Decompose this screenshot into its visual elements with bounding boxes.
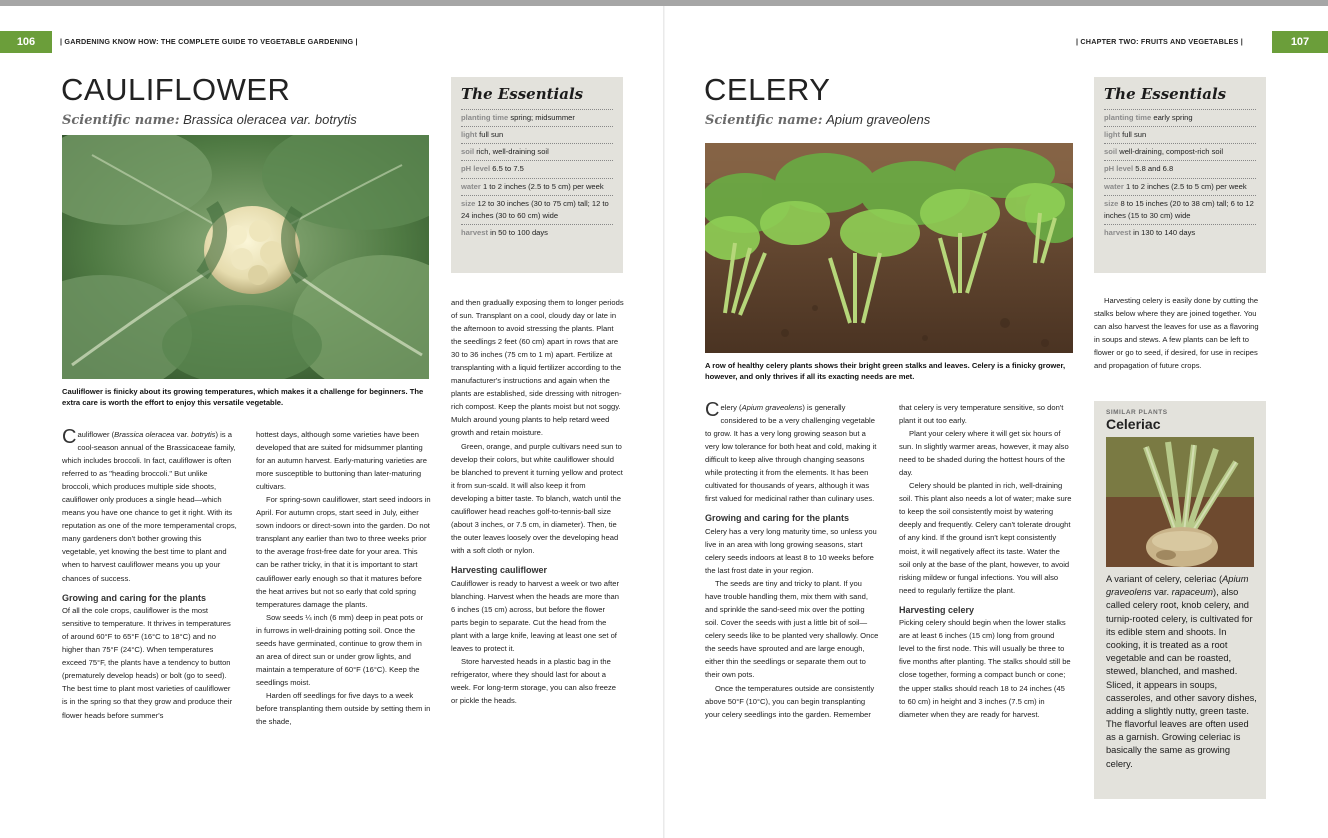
essential-value: well-draining, compost-rich soil — [1117, 147, 1224, 157]
body-paragraph: Store harvested heads in a plastic bag in the refrigerator, where they should last for about a week. For long-term storage, you can also freeze or pickle the heads. — [451, 656, 617, 705]
celery-scientific-name — [705, 112, 930, 128]
page-gutter — [663, 6, 665, 838]
essential-value: in 50 to 100 days — [488, 227, 548, 237]
right-running-head: | CHAPTER TWO: FRUITS AND VEGETABLES | — [1076, 37, 1243, 46]
body-paragraph: Harvesting celery is easily done by cutting the stalks below where they are joined together. You can also harvest the leaves for use as a flavoring in soups and stews. A few plants can be left to flower or go to seed, if desired, for use in recipes and propagation of future crops. — [1094, 296, 1259, 371]
body-paragraph: Green, orange, and purple cultivars need sun to develop their colors, but white cauliflower should be blanched to prevent it turning yellow and protect it from sun-scald. It will also keep it from developing a bitter taste. To blanch, watch until the cauliflower head reaches golf-to-tennis-ball size (about 3 inches, or 7.5 cm, in diameter). Then, tie the outer leaves loosely over the developing head with a soft cloth or nylon. — [451, 441, 623, 555]
essential-key: planting time — [1104, 113, 1152, 122]
celery-col-1 — [705, 401, 880, 721]
section-heading: Harvesting cauliflower — [451, 564, 548, 575]
body-paragraph: Sow seeds ¼ inch (6 mm) deep in peat pots or in furrows in well-draining potting soil. Once the seeds have germinated, continue to grow them in an area of direct sun or under grow lights, and maintain a temperature of 60°F (16°C). Keep the seedlings moist. — [256, 612, 424, 687]
essential-row — [461, 109, 613, 126]
text: auliflower ( — [77, 430, 115, 439]
left-running-head: | GARDENING KNOW HOW: THE COMPLETE GUIDE TO VEGETABLE GARDENING | — [60, 37, 358, 46]
essential-row — [1104, 126, 1256, 143]
text: ), also called celery root, knob celery, and turnip-rooted celery, is cultivated for its edible stem and shoots. In cooking, it is treated as a root vegetable and can be roasted, stewed, blanched, and mashed. Sliced, it appears in soups, casseroles, and other savory dishes, adding a slightly nutty, green taste. The flavorful leaves are often used as a garnish. Growing celeriac is basically the same as growing celery. — [1106, 587, 1257, 769]
body-paragraph: For spring-sown cauliflower, start seed indoors in April. For autumn crops, start seed in July, either sown indoors or direct-sown into the garden. Do not transplant any earlier than two to three weeks prior to the average frost-free date for your area. This can be rather tricky, in that it is important to start cauliflower early enough so that it matures before the heat arrives but not so early that cold spring temperatures damage the plants. — [256, 495, 431, 609]
body-paragraph: that celery is very temperature sensitive, so don't plant it out too early. — [899, 403, 1064, 426]
body-paragraph: hottest days, although some varieties have been developed that are suited for midsummer planting for an autumn harvest. Early-maturing varieties are more susceptible to buttoning than later-maturing cultivars. — [256, 430, 427, 492]
essential-row — [461, 224, 613, 241]
italic-text: botrytis — [191, 430, 216, 439]
celeriac-photo — [1106, 437, 1254, 567]
section-heading: Harvesting celery — [899, 604, 975, 615]
essential-value: 5.8 and 6.8 — [1133, 164, 1174, 174]
essential-key: water — [1104, 181, 1124, 191]
essential-row — [1104, 224, 1256, 241]
essential-value: full sun — [1120, 130, 1147, 140]
essential-row — [1104, 143, 1256, 160]
drop-cap: C — [705, 399, 720, 421]
essential-value: early spring — [1151, 113, 1193, 122]
italic-text: Apium graveolens — [741, 403, 803, 412]
essential-key: pH level — [1104, 164, 1134, 174]
essential-key: light — [1104, 130, 1121, 140]
essential-row — [1104, 160, 1256, 177]
text: var. — [1151, 587, 1172, 598]
essential-value: full sun — [477, 130, 504, 140]
essential-value: 1 to 2 inches (2.5 to 5 cm) per week — [1123, 181, 1247, 191]
essential-value: 8 to 15 inches (20 to 38 cm) tall; 6 to 12 inches (15 to 30 cm) wide — [1104, 198, 1254, 220]
similar-plants-box — [1094, 401, 1266, 799]
body-paragraph: Picking celery should begin when the lower stalks are at least 6 inches (15 cm) long from ground level to the first node. This will usually be three to five months after planting. The stalks should still be close together, forming a compact bunch or cone; the upper stalks should reach 18 to 24 inches (45 to 60 cm) in height and 3 inches (7.5 cm) in diameter when they are ready for harvest. — [899, 618, 1071, 719]
body-paragraph: Of all the cole crops, cauliflower is the most sensitive to temperature. It thrives in temperatures of around 60°F to 65°F (16°C to 18°C) and no higher than 75°F (24°C). When temperatures exceed 75°F, the plants have a tendency to button (prematurely develop heads) or bolt (go to seed). The best time to plant most varieties of cauliflower is in the spring so that they grow and produce their flower heads before summer's — [62, 606, 233, 720]
body-paragraph: The seeds are tiny and tricky to plant. If you have trouble handling them, mix them with sand, and sprinkle the sand-seed mix over the potting soil. Cover the seeds with just a little bit of soil—celery seeds like to be planted very shallowly. Once the seeds have sprouted and are large enough, either thin the seedlings or separate them out to their own pots. — [705, 579, 879, 680]
cauliflower-col-3 — [451, 296, 624, 707]
essential-row — [461, 143, 613, 160]
essential-value: rich, well-draining soil — [474, 147, 549, 157]
essential-row — [461, 126, 613, 143]
essential-value: in 130 to 140 days — [1131, 227, 1196, 237]
celery-col-3 — [1094, 294, 1266, 372]
essential-value: spring; midsummer — [508, 113, 575, 122]
intro-paragraph — [62, 428, 237, 585]
cauliflower-title: CAULIFLOWER — [61, 72, 291, 107]
section-heading: Growing and caring for the plants — [705, 513, 850, 524]
italic-text: rapaceum — [1171, 587, 1213, 598]
essential-key: soil — [461, 147, 475, 157]
essential-key: planting time — [461, 113, 509, 122]
celery-caption: A row of healthy celery plants shows their bright green stalks and leaves. Celery is a finicky grower, however, and only thrives if all its exacting needs are met. — [705, 361, 1066, 381]
essential-value: 1 to 2 inches (2.5 to 5 cm) per week — [480, 181, 604, 191]
text: A variant of celery, celeriac ( — [1106, 574, 1223, 584]
essential-key: light — [461, 130, 478, 140]
scientific-value: Brassica oleracea var. botrytis — [183, 112, 357, 127]
similar-plants-label: SIMILAR PLANTS — [1106, 409, 1168, 416]
similar-plant-name: Celeriac — [1106, 416, 1161, 432]
celery-title: CELERY — [704, 72, 831, 107]
italic-text: Apium graveolens — [1106, 574, 1249, 598]
italic-text: Brassica oleracea — [114, 430, 175, 439]
cauliflower-photo — [62, 135, 429, 379]
essential-key: harvest — [1104, 227, 1132, 237]
essentials-title: The Essentials — [1104, 85, 1227, 103]
body-paragraph: Celery should be planted in rich, well-draining soil. This plant also needs a lot of water; make sure to keep the soil consistently moist by watering deeply and frequently. Celery can't tolerate drought of any kind. If the ground isn't kept consistently moist, it will negatively affect its taste. Water the soil only at the base of the plant, however, to avoid risking mildew or fungal infections. You will also need to regularly fertilize the plant. — [899, 481, 1072, 595]
right-page-number: 107 — [1272, 31, 1328, 53]
essential-key: size — [1104, 198, 1119, 208]
essential-value: 6.5 to 7.5 — [490, 164, 524, 174]
celery-col-2 — [899, 401, 1072, 721]
essential-key: size — [461, 198, 476, 208]
essential-key: pH level — [461, 164, 491, 174]
essential-row — [461, 178, 613, 195]
essential-value: 12 to 30 inches (30 to 75 cm) tall; 12 to 24 inches (30 to 60 cm) wide — [461, 198, 609, 220]
left-page-number: 106 — [0, 31, 52, 53]
celery-essentials-box — [1094, 77, 1266, 273]
cauliflower-essentials-box — [451, 77, 623, 273]
drop-cap: C — [62, 426, 77, 448]
section-heading: Growing and caring for the plants — [62, 592, 207, 603]
celery-photo — [705, 143, 1073, 353]
essential-key: water — [461, 181, 481, 191]
scientific-value: Apium graveolens — [826, 112, 931, 127]
text: ) is a cool-season annual of the Brassicaceae family, which includes broccoli. In fact, cauliflower is often referred to as "heading broccoli." But unlike broccoli, which produces multiple side shoots, cauliflower only produces a single head—which means you have one chance to get it right. With its reputation as one of the more temperamental crops, many gardeners don't bother growing this vegetable, yet knowing the best time to plant and when to harvest cauliflower means you up your chances of success. — [62, 430, 237, 583]
intro-paragraph — [705, 401, 880, 505]
essential-row — [1104, 178, 1256, 195]
text: elery ( — [720, 403, 742, 412]
scientific-label: Scientific name: — [62, 113, 180, 128]
cauliflower-scientific-name — [62, 112, 357, 128]
scientific-label: Scientific name: — [705, 113, 823, 128]
body-paragraph: and then gradually exposing them to longer periods of sun. Transplant on a cool, cloudy day or late in the afternoon to avoid stressing the plants. Plant the seedlings 2 feet (60 cm) apart in rows that are 30 to 36 inches (75 cm to 1 m) apart. Fertilize at transplanting with a liquid fertilizer according to the manufacturer's instructions and again when the plants are established, side dressing with nitrogen-rich compost. Keep the plants moist but not soggy. Mulch around young plants to help retard weed growth and retain moisture. — [451, 298, 624, 438]
text: ) is generally considered to be a very challenging vegetable to grow. It has a very long growing season but a very low tolerance for both heat and cold, making it difficult to keep alive through changing seasons while protecting it from the elements. It has been cultivated for thousands of years, although it was first valued for medicinal rather than culinary uses. — [705, 403, 877, 504]
essential-row — [1104, 109, 1256, 126]
essential-key: harvest — [461, 227, 489, 237]
essential-row — [1104, 195, 1256, 224]
cauliflower-col-2 — [256, 428, 431, 728]
body-paragraph: Harden off seedlings for five days to a week before transplanting them outside by setting them in the shade, — [256, 690, 431, 727]
essential-key: soil — [1104, 147, 1118, 157]
essentials-title: The Essentials — [461, 85, 584, 103]
essential-row — [461, 195, 613, 224]
text: var. — [174, 430, 191, 439]
body-paragraph: Cauliflower is ready to harvest a week or two after blanching. Harvest when the heads are more than 6 inches (15 cm) across, but before the flower parts begin to separate. Cut the head from the plant with a large knife, leaving at least one set of leaves to protect it. — [451, 578, 620, 653]
cauliflower-caption: Cauliflower is finicky about its growing temperatures, which makes it a challenge for beginners. The extra care is worth the effort to enjoy this versatile vegetable. — [62, 387, 424, 407]
body-paragraph: Celery has a very long maturity time, so unless you live in an area with long growing seasons, start celery seeds indoors at least 8 to 10 weeks before the last frost date in your region. — [705, 526, 877, 576]
body-paragraph: Once the temperatures outside are consistently above 50°F (10°C), you can begin transplanting your celery seedlings into the garden. Remember — [705, 683, 875, 719]
similar-plant-description — [1106, 573, 1258, 771]
essential-row — [461, 160, 613, 177]
cauliflower-col-1 — [62, 428, 237, 722]
body-paragraph: Plant your celery where it will get six hours of sun. In slightly warmer areas, however, it may also need to be shaded during the hottest hours of the day. — [899, 429, 1069, 478]
